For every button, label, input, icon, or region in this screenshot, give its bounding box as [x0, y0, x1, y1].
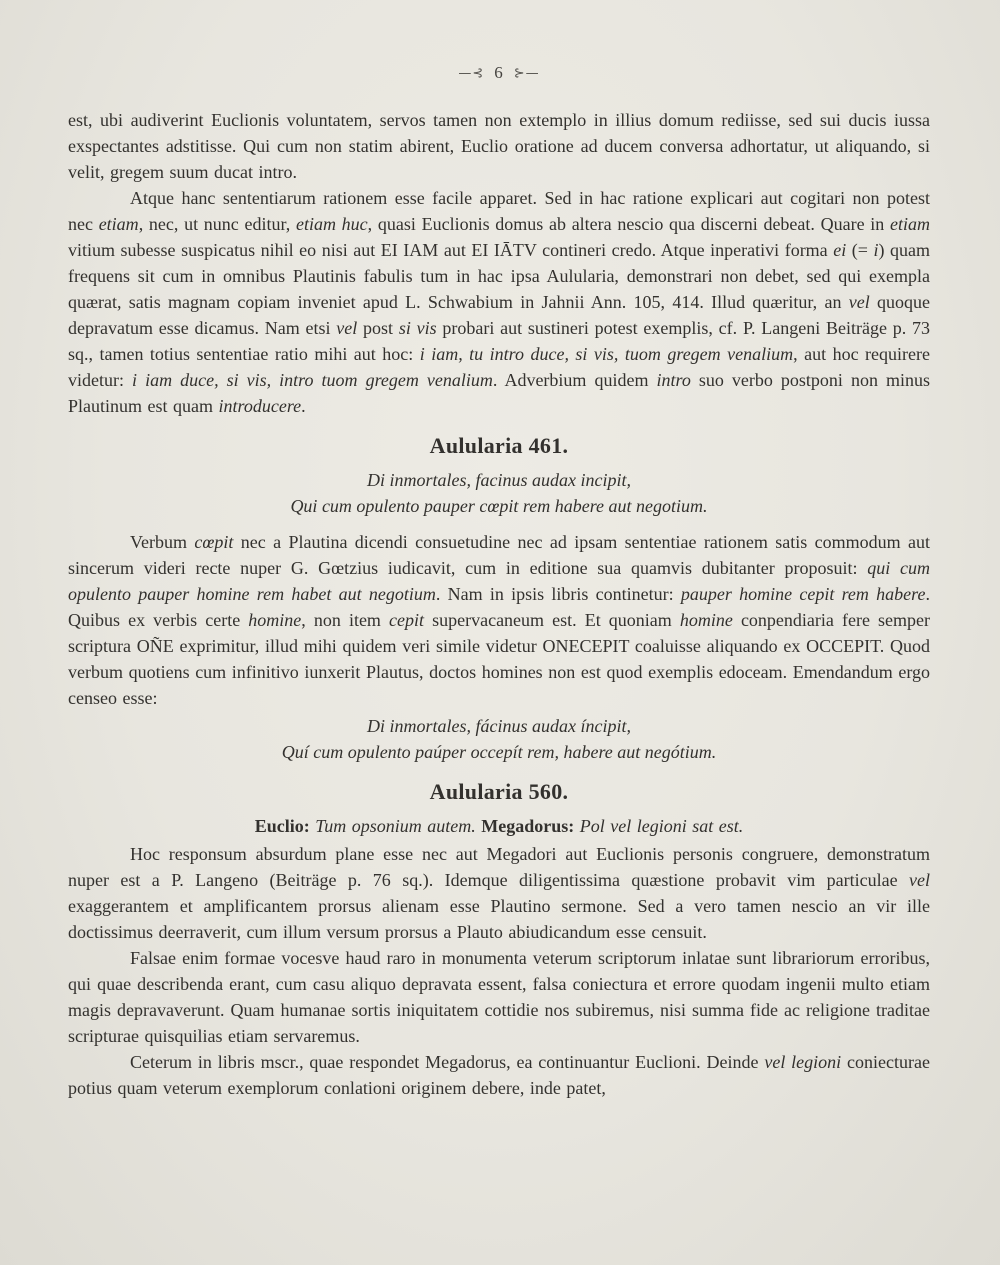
text-segment: nec a Plautina dicendi consuetudine nec ad ipsam sententiae rationem satis commodum aut sincerum videri recte nuper G. Gœtzius iudicavit, cum in editione sua quamvis dubitanter proposuit: — [68, 532, 930, 578]
text-segment: si vis — [398, 318, 437, 338]
text-segment: cepit — [389, 610, 425, 630]
text-segment: suo verbo postponi non minus Plautinum est quam — [68, 370, 930, 416]
text-segment: Hoc responsum absurdum plane esse nec aut Megadori aut Euclionis personis congruere, demonstratum nuper est a P. Langeno (Beiträge p. 76 sq.). Idemque diligentissima quæstione probavit vim particulae — [68, 844, 930, 890]
section-heading-aulularia-461: Aulularia 461. — [429, 433, 569, 458]
text-segment: probari aut sustineri potest exemplis, cf. P. Langeni Beiträge p. 73 sq., tamen totius sententiae ratio mihi aut hoc: — [68, 318, 930, 364]
text-segment: exaggerantem et amplificantem prorsus alienam esse Plautino sermone. Sed a vero tamen nescio an vir ille doctissimus deerraverit, cum illum versum prorsus a Plauto abiudicandum esse censuit. — [68, 896, 930, 942]
header-ornament-right: ⊱— — [513, 66, 540, 81]
verse-quotation-2 — [68, 713, 930, 765]
section-heading-aulularia-560: Aulularia 560. — [429, 779, 569, 804]
text-segment: , quasi Euclionis domus ab altera nescio qua discerni debeat. Quare in — [367, 214, 891, 234]
page-header — [68, 60, 930, 87]
text-segment: vel — [848, 292, 870, 312]
text-segment: intro — [656, 370, 691, 390]
verse-line-2: Qui cum opulento pauper cœpit rem habere aut negotium. — [290, 496, 708, 516]
text-segment: post — [357, 318, 399, 338]
text-segment: etiam huc — [295, 214, 368, 234]
text-segment: Tum opsonium autem. — [315, 816, 476, 836]
text-segment: vel — [909, 870, 930, 890]
text-segment: vel — [336, 318, 358, 338]
paragraph-continuation — [68, 107, 930, 185]
text-segment: vel legioni — [764, 1052, 842, 1072]
paragraph-commentary-560-a — [68, 841, 930, 945]
text-segment: . — [301, 396, 306, 416]
text-segment: Ceterum in libris mscr., quae respondet Megadorus, ea continuantur Euclioni. Deinde — [130, 1052, 765, 1072]
text-segment: . Nam in ipsis libris continetur: — [435, 584, 681, 604]
text-segment: qui cum opulento pauper homine rem habet aut negotium — [68, 558, 930, 604]
text-segment: cœpit — [194, 532, 234, 552]
text-segment: Verbum — [130, 532, 195, 552]
text-segment: (= — [846, 240, 874, 260]
text-segment: , aut hoc requirere videtur: — [68, 344, 930, 390]
text-segment: Pol vel legioni sat est. — [579, 816, 744, 836]
text-segment: Falsae enim formae vocesve haud raro in monumenta veterum scriptorum inlatae sunt librariorum erroribus, qui quae describenda erant, cum casu aliquo depravata essent, falsa coniectura et errore quodam ingenii multo etiam magis depravaverunt. Quam humanae sortis iniquitatem cottidie nos subiremus, nisi summa fide ac religione traditae scripturae quisquilias etiam servaremus. — [68, 948, 930, 1046]
text-segment: coniecturae potius quam veterum exemplorum conlationi originem debere, inde patet, — [68, 1052, 930, 1098]
text-segment: , non item — [301, 610, 390, 630]
text-segment: . Adverbium quidem — [492, 370, 657, 390]
text-segment: . Quibus ex verbis certe — [68, 584, 930, 630]
verse-line-1: Di inmortales, fácinus audax íncipit, — [367, 716, 631, 736]
text-segment: vitium subesse suspicatus nihil eo nisi aut EI IAM aut EI IĀTV contineri credo. Atque inperativi forma — [68, 240, 834, 260]
paragraph-commentary-560-c — [68, 1049, 930, 1101]
paragraph-commentary-461 — [68, 529, 930, 711]
text-segment: homine — [679, 610, 733, 630]
text-segment: est, ubi audiverint Euclionis voluntatem, servos tamen non extemplo in illius domum rediisse, sed sui ducis iussa exspectantes adstitisse. Qui cum non statim abirent, Euclio oratione ad ducem conversa adhortatur, ut aliquando, si velit, gregem suum ducat intro. — [68, 110, 930, 182]
dialogue-line — [68, 813, 930, 839]
text-segment: introducere — [218, 396, 302, 416]
verse-quotation-1 — [68, 467, 930, 519]
text-segment: ) quam frequens sit cum in omnibus Plautinis fabulis tum in hac ipsa Aulularia, demonstrari non debet, sed qui exempla quærat, satis magnam copiam inveniet apud L. Schwabium in Jahnii Ann. 105, 414. Illud quæritur, an — [68, 240, 930, 312]
text-segment: conpendiaria fere semper scriptura OÑE exprimitur, illud mihi quidem veri simile videtur ONECEPIT coaluisse aliquando ex OCCEPIT. Quod verbum quotiens cum infinitivo iunxerit Plautus, doctos homines non est quod exemplis edoceam. Emendandum ergo censeo esse: — [68, 610, 931, 708]
text-segment: homine — [248, 610, 302, 630]
text-segment: , nec, ut nunc editur, — [138, 214, 296, 234]
text-segment: ei — [833, 240, 847, 260]
header-ornament-left: —⊰ — [458, 66, 485, 81]
paragraph-commentary-560-b — [68, 945, 930, 1049]
text-segment: quoque depravatum esse dicamus. Nam etsi — [68, 292, 930, 338]
text-segment: i — [873, 240, 879, 260]
page-number: 6 — [494, 63, 504, 82]
text-segment: etiam — [98, 214, 139, 234]
text-segment: i iam, tu intro duce, si vis, tuom gregem venalium — [419, 344, 794, 364]
text-segment: pauper homine cepit rem habere — [680, 584, 926, 604]
text-segment: Atque hanc sententiarum rationem esse facile apparet. Sed in hac ratione explicari aut cogitari non potest nec — [68, 188, 930, 234]
text-segment: etiam — [890, 214, 931, 234]
text-segment: supervacaneum est. Et quoniam — [424, 610, 680, 630]
paragraph-commentary-intro — [68, 185, 930, 419]
verse-line-1: Di inmortales, facinus audax incipit, — [367, 470, 631, 490]
text-segment: Euclio: — [254, 816, 310, 836]
verse-line-2: Quí cum opulento paúper occepít rem, habere aut negótium. — [281, 742, 717, 762]
text-segment: i iam duce, si vis, intro tuom gregem venalium — [132, 370, 493, 390]
text-segment: Megadorus: — [481, 816, 575, 836]
